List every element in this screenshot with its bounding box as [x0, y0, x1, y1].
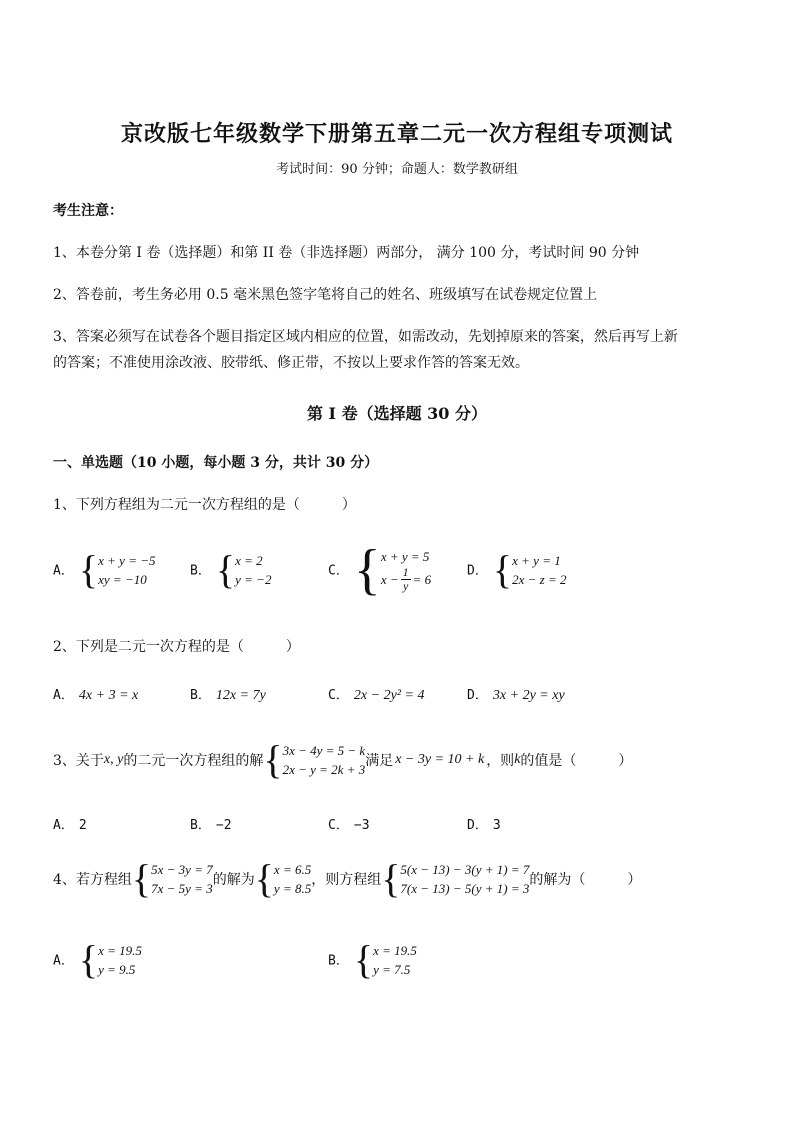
question-2-option-b[interactable]: B． 12x = 7y	[190, 688, 266, 703]
brace-icon: {	[492, 547, 513, 592]
notice-item-3-cont: 的答案；不准使用涂改液、胶带纸、修正带，不按以上要求作答的答案无效。	[53, 355, 529, 371]
brace-icon: {	[353, 539, 381, 601]
equation-system: { 5x − 3y = 7 7x − 5y = 3	[131, 856, 213, 901]
question-3-stem: 3、关于 x, y 的二元一次方程组的解 { 3x − 4y = 5 − k 2x − y = 2k + 3 满足 x − 3y = 10 + k ，则 k 的值是（ ）	[53, 737, 633, 782]
question-1-stem: 1、下列方程组为二元一次方程组的是（ ）	[53, 497, 356, 513]
question-3-option-d[interactable]: D． 3	[467, 818, 501, 833]
notice-item-1: 1、本卷分第 I 卷（选择题）和第 II 卷（非选择题）两部分， 满分 100 分，考试时间 90 分钟	[53, 245, 640, 261]
brace-icon: {	[254, 856, 274, 901]
equation-system: { x + y = 5 x − $\frac{1}{y}$ = 6	[353, 539, 432, 601]
solution-system: { x = 6.5 y = 8.5	[254, 856, 312, 901]
solution-system: { x = 19.5 y = 9.5	[78, 937, 142, 982]
question-4-option-a[interactable]: A． { x = 19.5 y = 9.5	[53, 937, 142, 982]
brace-icon: {	[78, 547, 99, 592]
question-3-option-a[interactable]: A． 2	[53, 818, 87, 833]
question-1-option-b[interactable]: B． { x = 2 y = −2	[190, 547, 272, 592]
part-heading: 一、单选题（10 小题，每小题 3 分，共计 30 分）	[53, 455, 379, 471]
question-2-option-c[interactable]: C． 2x − 2y² = 4	[328, 688, 425, 703]
brace-icon: {	[263, 737, 283, 782]
question-1-option-c[interactable]: C． { x + y = 5 x − $\frac{1}{y}$ = 6	[328, 539, 432, 601]
question-3-option-b[interactable]: B． −2	[190, 818, 232, 833]
exam-info: 考试时间：90 分钟；命题人：数学教研组	[276, 162, 518, 177]
notice-item-2: 2、答卷前，考生务必用 0.5 毫米黑色签字笔将自己的姓名、班级填写在试卷规定位置上	[53, 287, 598, 303]
notice-item-3: 3、答案必须写在试卷各个题目指定区域内相应的位置，如需改动，先划掉原来的答案，然后再写上新	[53, 329, 678, 345]
question-2-option-d[interactable]: D． 3x + 2y = xy	[467, 688, 565, 703]
equation-system: { x + y = −5 xy = −10	[78, 547, 156, 592]
page-title: 京改版七年级数学下册第五章二元一次方程组专项测试	[120, 121, 673, 147]
equation-system: { 3x − 4y = 5 − k 2x − y = 2k + 3	[263, 737, 366, 782]
brace-icon: {	[131, 856, 152, 901]
brace-icon: {	[381, 856, 401, 901]
question-2-stem: 2、下列是二元一次方程的是（ ）	[53, 639, 300, 655]
fraction: $\frac{1}{y}$	[402, 565, 409, 594]
brace-icon: {	[353, 937, 374, 982]
question-4-stem: 4、若方程组 { 5x − 3y = 7 7x − 5y = 3 的解为 { x = 6.5 y = 8.5 ，则方程组 { 5(x − 13) − 3(y + 1) = 7 7(x − 13) − 5(y + 1) = 3 的解为（ ）	[53, 856, 642, 901]
brace-icon: {	[78, 937, 99, 982]
question-2-option-a[interactable]: A． 4x + 3 = x	[53, 688, 139, 703]
question-1-option-a[interactable]: A． { x + y = −5 xy = −10	[53, 547, 156, 592]
question-4-option-b[interactable]: B． { x = 19.5 y = 7.5	[328, 937, 417, 982]
brace-icon: {	[215, 547, 236, 592]
equation-system: { x + y = 1 2x − z = 2	[492, 547, 567, 592]
section-title: 第 I 卷（选择题 30 分）	[306, 404, 488, 423]
question-3-option-c[interactable]: C． −3	[328, 818, 370, 833]
solution-system: { x = 19.5 y = 7.5	[353, 937, 417, 982]
notice-heading: 考生注意：	[53, 203, 123, 219]
question-1-option-d[interactable]: D． { x + y = 1 2x − z = 2	[467, 547, 567, 592]
equation-system: { x = 2 y = −2	[215, 547, 272, 592]
equation-system: { 5(x − 13) − 3(y + 1) = 7 7(x − 13) − 5(y + 1) = 3	[381, 856, 530, 901]
